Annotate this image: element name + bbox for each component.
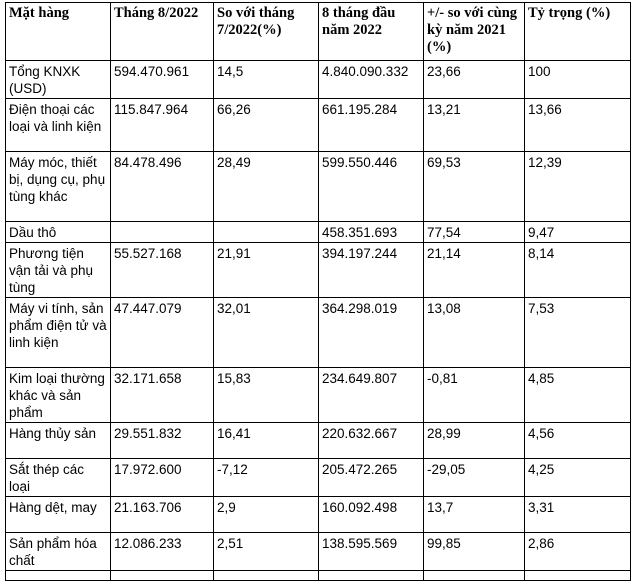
cell-item: Điện thoại các loại và linh kiện	[6, 99, 111, 152]
cell-vs-prev-month: 21,91	[214, 243, 319, 298]
cell-share: 9,47	[525, 222, 631, 243]
cell-month: 84.478.496	[111, 152, 214, 222]
cell-share: 4,85	[525, 368, 631, 423]
table-row	[6, 99, 631, 152]
cell-share: 8,14	[525, 243, 631, 298]
cell-vs-last-year: 23,66	[424, 61, 525, 99]
table-cell	[214, 571, 319, 581]
cell-month: 29.551.832	[111, 423, 214, 459]
header-share: Tỷ trọng (%)	[525, 3, 631, 61]
cell-vs-last-year: 13,7	[424, 497, 525, 533]
cell-month: 55.527.168	[111, 243, 214, 298]
table-row	[6, 61, 631, 99]
cell-8-months: 220.632.667	[319, 423, 424, 459]
cell-8-months: 138.595.569	[319, 533, 424, 571]
export-table	[5, 2, 631, 581]
cell-item: Máy vi tính, sản phẩm điện tử và linh kiện	[6, 298, 111, 368]
cell-8-months: 160.092.498	[319, 497, 424, 533]
table-body	[6, 61, 631, 581]
table-row	[6, 152, 631, 222]
cell-vs-prev-month: 2,51	[214, 533, 319, 571]
header-month: Tháng 8/2022	[111, 3, 214, 61]
table-row-cut-off	[6, 571, 631, 581]
table-row	[6, 368, 631, 423]
cell-month: 32.171.658	[111, 368, 214, 423]
header-8-months: 8 tháng đầu năm 2022	[319, 3, 424, 61]
cell-vs-last-year: 21,14	[424, 243, 525, 298]
table-row	[6, 243, 631, 298]
cell-vs-last-year: 13,21	[424, 99, 525, 152]
cell-vs-last-year: 99,85	[424, 533, 525, 571]
cell-vs-prev-month: 15,83	[214, 368, 319, 423]
header-vs-prev-month: So với tháng 7/2022(%)	[214, 3, 319, 61]
cell-8-months: 364.298.019	[319, 298, 424, 368]
cell-vs-prev-month	[214, 222, 319, 243]
header-item: Mặt hàng	[6, 3, 111, 61]
cell-vs-last-year: 13,08	[424, 298, 525, 368]
cell-8-months: 4.840.090.332	[319, 61, 424, 99]
cell-share: 12,39	[525, 152, 631, 222]
cell-vs-prev-month: 66,26	[214, 99, 319, 152]
cell-8-months: 458.351.693	[319, 222, 424, 243]
cell-vs-prev-month: 14,5	[214, 61, 319, 99]
table-header	[6, 3, 631, 61]
cell-vs-last-year: -29,05	[424, 459, 525, 497]
table-cell	[424, 571, 525, 581]
cell-share: 2,86	[525, 533, 631, 571]
table-row	[6, 497, 631, 533]
cell-item: Sản phẩm hóa chất	[6, 533, 111, 571]
cell-item: Phương tiện vận tải và phụ tùng	[6, 243, 111, 298]
cell-vs-last-year: 77,54	[424, 222, 525, 243]
cell-vs-last-year: 28,99	[424, 423, 525, 459]
cell-8-months: 394.197.244	[319, 243, 424, 298]
table-row	[6, 459, 631, 497]
cell-month	[111, 222, 214, 243]
cell-8-months: 661.195.284	[319, 99, 424, 152]
table-row	[6, 222, 631, 243]
table-row	[6, 533, 631, 571]
cell-share: 3,31	[525, 497, 631, 533]
cell-8-months: 599.550.446	[319, 152, 424, 222]
cell-month: 12.086.233	[111, 533, 214, 571]
cell-month: 17.972.600	[111, 459, 214, 497]
cell-8-months: 205.472.265	[319, 459, 424, 497]
cell-item: Hàng thủy sản	[6, 423, 111, 459]
table-cell	[319, 571, 424, 581]
cell-share: 4,56	[525, 423, 631, 459]
table-row	[6, 298, 631, 368]
cell-item: Máy móc, thiết bị, dụng cụ, phụ tùng khác	[6, 152, 111, 222]
cell-vs-prev-month: 32,01	[214, 298, 319, 368]
cell-vs-prev-month: 16,41	[214, 423, 319, 459]
cell-vs-last-year: 69,53	[424, 152, 525, 222]
table-cell	[111, 571, 214, 581]
header-row	[6, 3, 631, 61]
cell-item: Dầu thô	[6, 222, 111, 243]
header-vs-last-year: +/- so với cùng kỳ năm 2021 (%)	[424, 3, 525, 61]
cell-share: 4,25	[525, 459, 631, 497]
cell-share: 7,53	[525, 298, 631, 368]
table-cell	[6, 571, 111, 581]
cell-share: 100	[525, 61, 631, 99]
cell-item: Tổng KNXK (USD)	[6, 61, 111, 99]
cell-vs-last-year: -0,81	[424, 368, 525, 423]
cell-item: Sắt thép các loại	[6, 459, 111, 497]
cell-item: Hàng dệt, may	[6, 497, 111, 533]
cell-vs-prev-month: -7,12	[214, 459, 319, 497]
cell-vs-prev-month: 28,49	[214, 152, 319, 222]
cell-8-months: 234.649.807	[319, 368, 424, 423]
cell-item: Kim loại thường khác và sản phẩm	[6, 368, 111, 423]
cell-share: 13,66	[525, 99, 631, 152]
cell-month: 594.470.961	[111, 61, 214, 99]
cell-vs-prev-month: 2,9	[214, 497, 319, 533]
cell-month: 21.163.706	[111, 497, 214, 533]
table-row	[6, 423, 631, 459]
table-cell	[525, 571, 631, 581]
cell-month: 47.447.079	[111, 298, 214, 368]
cell-month: 115.847.964	[111, 99, 214, 152]
